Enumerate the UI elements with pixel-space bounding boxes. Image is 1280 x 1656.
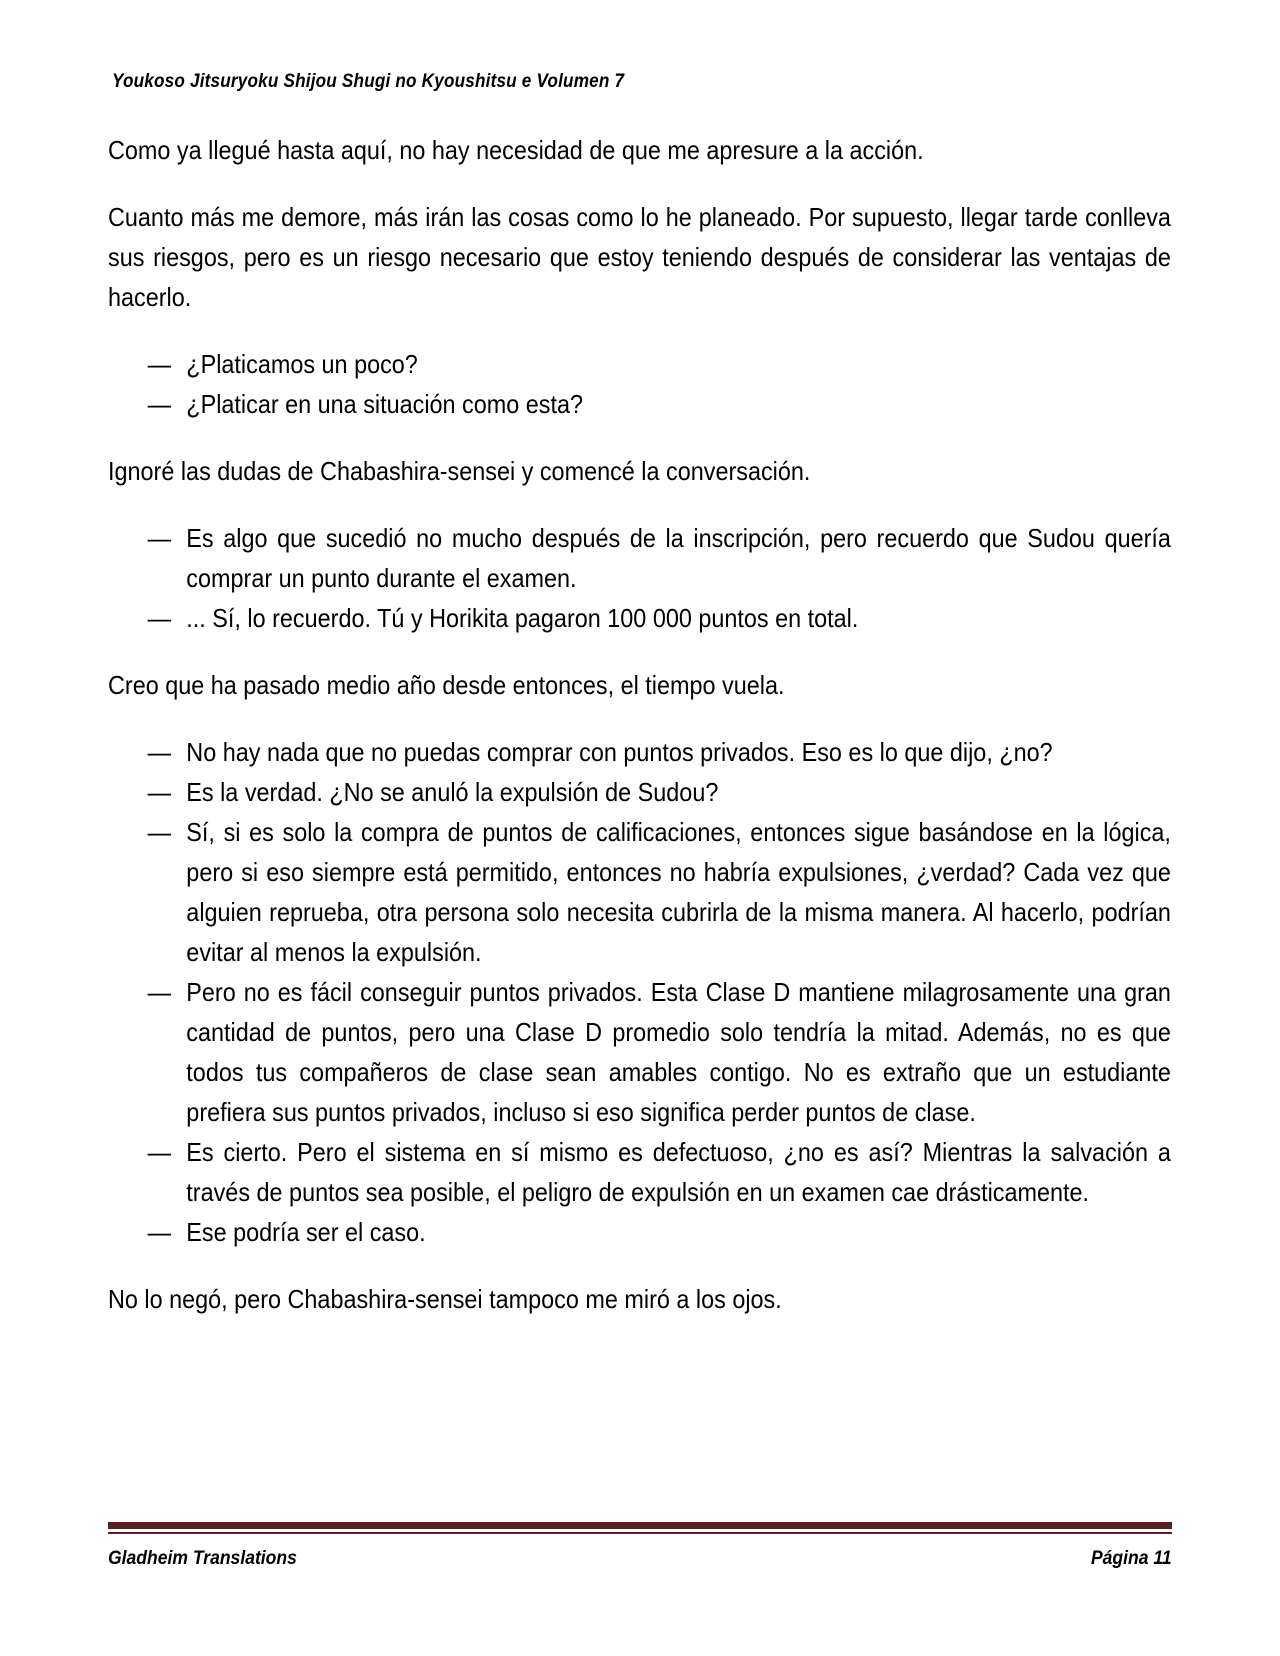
dialogue-line	[148, 518, 1171, 598]
paragraph-5: No lo negó, pero Chabashira-sensei tampoco me miró a los ojos.	[108, 1284, 782, 1314]
em-dash-marker: —	[147, 389, 171, 419]
dialogue-text: ... Sí, lo recuerdo. Tú y Horikita pagaron 100 000 puntos en total.	[186, 603, 859, 633]
em-dash-marker: —	[147, 777, 171, 807]
footer-page-number: Página 11	[1091, 1547, 1172, 1569]
dialogue-block-2	[108, 518, 1171, 638]
dialogue-text: ¿Platicamos un poco?	[186, 349, 418, 379]
header-book-title: Youkoso Jitsuryoku Shijou Shugi no Kyoushitsu e Volumen 7	[112, 70, 625, 92]
em-dash-marker: —	[147, 523, 171, 553]
dialogue-line	[148, 598, 1171, 638]
dialogue-line	[148, 772, 1171, 812]
em-dash-marker: —	[147, 349, 171, 379]
page-header	[112, 70, 1170, 93]
em-dash-marker: —	[147, 977, 171, 1007]
em-dash-marker: —	[147, 1137, 171, 1167]
dialogue-line	[148, 344, 1171, 384]
dialogue-line	[148, 812, 1171, 972]
footer-row	[108, 1547, 1172, 1570]
dialogue-text: Es algo que sucedió no mucho después de la inscripción, pero recuerdo que Sudou quería comprar un punto durante el examen.	[186, 523, 1171, 593]
dialogue-text: Es la verdad. ¿No se anuló la expulsión de Sudou?	[186, 777, 719, 807]
dialogue-line	[148, 384, 1171, 424]
dialogue-text: Pero no es fácil conseguir puntos privados. Esta Clase D mantiene milagrosamente una gran cantidad de puntos, pero una Clase D promedio solo tendría la mitad. Además, no es que todos tus compañeros de clase sean amables contigo. No es extraño que un estudiante prefiera sus puntos privados, incluso si eso significa perder puntos de clase.	[186, 977, 1171, 1127]
paragraph-3: Ignoré las dudas de Chabashira-sensei y comencé la conversación.	[108, 456, 811, 486]
dialogue-text: Es cierto. Pero el sistema en sí mismo es defectuoso, ¿no es así? Mientras la salvación a través de puntos sea posible, el peligro de expulsión en un examen cae drásticamente.	[186, 1137, 1171, 1207]
dialogue-text: ¿Platicar en una situación como esta?	[186, 389, 584, 419]
page-footer	[108, 1522, 1172, 1570]
dialogue-line	[148, 732, 1171, 772]
paragraph-1: Como ya llegué hasta aquí, no hay necesidad de que me apresure a la acción.	[108, 135, 924, 165]
em-dash-marker: —	[147, 737, 171, 767]
dialogue-line	[148, 1132, 1171, 1212]
footer-rule-thick	[108, 1522, 1172, 1529]
dialogue-text: Ese podría ser el caso.	[186, 1217, 426, 1247]
footer-rule-thin	[108, 1532, 1172, 1534]
dialogue-line	[148, 972, 1171, 1132]
em-dash-marker: —	[147, 1217, 171, 1247]
em-dash-marker: —	[147, 603, 171, 633]
dialogue-line	[148, 1212, 1171, 1252]
em-dash-marker: —	[147, 817, 171, 847]
dialogue-text: Sí, si es solo la compra de puntos de calificaciones, entonces sigue basándose en la lógica, pero si eso siempre está permitido, entonces no habría expulsiones, ¿verdad? Cada vez que alguien reprueba, otra persona solo necesita cubrirla de la misma manera. Al hacerlo, podrían evitar al menos la expulsión.	[186, 817, 1171, 967]
dialogue-block-3	[108, 732, 1171, 1252]
document-body	[108, 130, 1172, 1346]
dialogue-text: No hay nada que no puedas comprar con puntos privados. Eso es lo que dijo, ¿no?	[186, 737, 1053, 767]
paragraph-2: Cuanto más me demore, más irán las cosas como lo he planeado. Por supuesto, llegar tarde conlleva sus riesgos, pero es un riesgo necesario que estoy teniendo después de considerar las ventajas de hacerlo.	[108, 202, 1171, 312]
footer-translator-credit: Gladheim Translations	[108, 1547, 297, 1569]
paragraph-4: Creo que ha pasado medio año desde entonces, el tiempo vuela.	[108, 670, 785, 700]
dialogue-block-1	[108, 344, 1171, 424]
